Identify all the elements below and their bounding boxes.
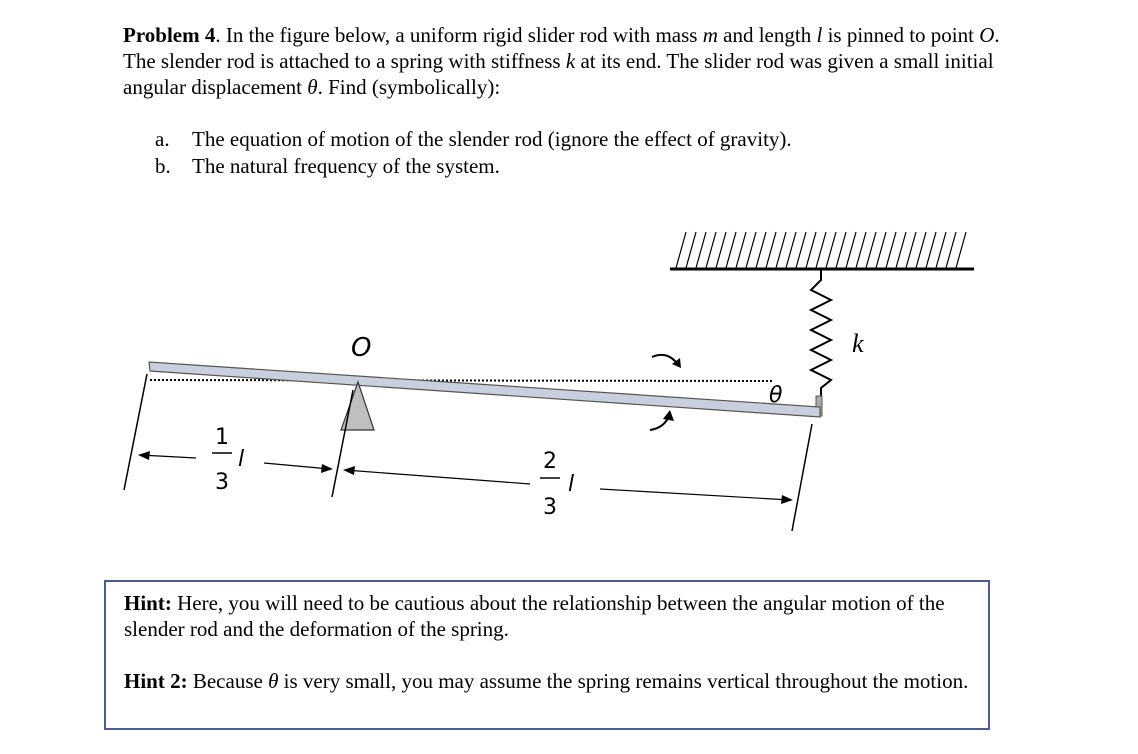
problem-text: . In the figure below, a uniform rigid slider rod with mass [215, 23, 703, 47]
pivot-label: O [351, 333, 372, 363]
extension-line [792, 424, 812, 531]
hint-text: Here, you will need to be cautious about the relationship between the angular motion of the slender rod and the deformation of the spring. [124, 591, 945, 641]
list-text: The natural frequency of the system. [192, 154, 500, 178]
left-dimension-variable: l [238, 447, 245, 472]
list-text: The equation of motion of the slender rod (ignore the effect of gravity). [192, 127, 792, 151]
ceiling-hatch [676, 232, 966, 268]
angle-label: θ [769, 383, 783, 408]
dimension-line [345, 470, 530, 484]
problem-text: . The slender rod is attached to a spring with stiffness [123, 23, 1000, 73]
extension-line [332, 390, 353, 497]
spring-label: k [852, 329, 864, 358]
left-dimension-denominator: 3 [215, 470, 229, 495]
right-dimension-variable: l [568, 472, 575, 497]
list-marker: b. [155, 154, 171, 178]
left-dimension-numerator: 1 [215, 425, 229, 450]
problem-text: and length [717, 23, 817, 47]
list-marker: a. [155, 127, 170, 151]
extension-line [124, 374, 147, 490]
hint-box [104, 580, 990, 730]
hint-text: is very small, you may assume the spring remains vertical throughout the motion. [278, 669, 969, 693]
var-theta: θ [307, 75, 318, 99]
hint-label: Hint: [124, 591, 172, 615]
var-k: k [565, 49, 576, 73]
arrow-head-icon [321, 464, 333, 473]
var-l: l [816, 23, 823, 47]
problem-text: at its end. The slider rod was given a small initial angular displacement [123, 49, 994, 99]
problem-text: . Find (symbolically): [317, 75, 501, 99]
rotation-arrow-icon [650, 418, 668, 430]
arrow-head-icon [343, 466, 355, 475]
hint-text: Because [187, 669, 269, 693]
var-O: O [979, 23, 995, 47]
problem-text: is pinned to point [822, 23, 980, 47]
arrow-head-icon [781, 495, 793, 504]
hint-label: Hint 2: [124, 669, 188, 693]
rotation-arrow-icon [652, 355, 676, 362]
reference-line [150, 380, 772, 381]
arrow-head-icon [138, 451, 150, 460]
spring [811, 269, 831, 398]
right-dimension-numerator: 2 [543, 449, 557, 474]
right-dimension-denominator: 3 [543, 495, 557, 520]
hint-2 [124, 668, 970, 694]
slender-rod [149, 362, 820, 417]
problem-label: Problem 4 [123, 23, 216, 47]
var-theta: θ [268, 669, 279, 693]
hint-1 [124, 590, 970, 642]
dimension-line [600, 489, 790, 500]
var-m: m [702, 23, 718, 47]
dimension-line [264, 463, 330, 469]
rotation-arrow-head-icon [663, 410, 674, 421]
